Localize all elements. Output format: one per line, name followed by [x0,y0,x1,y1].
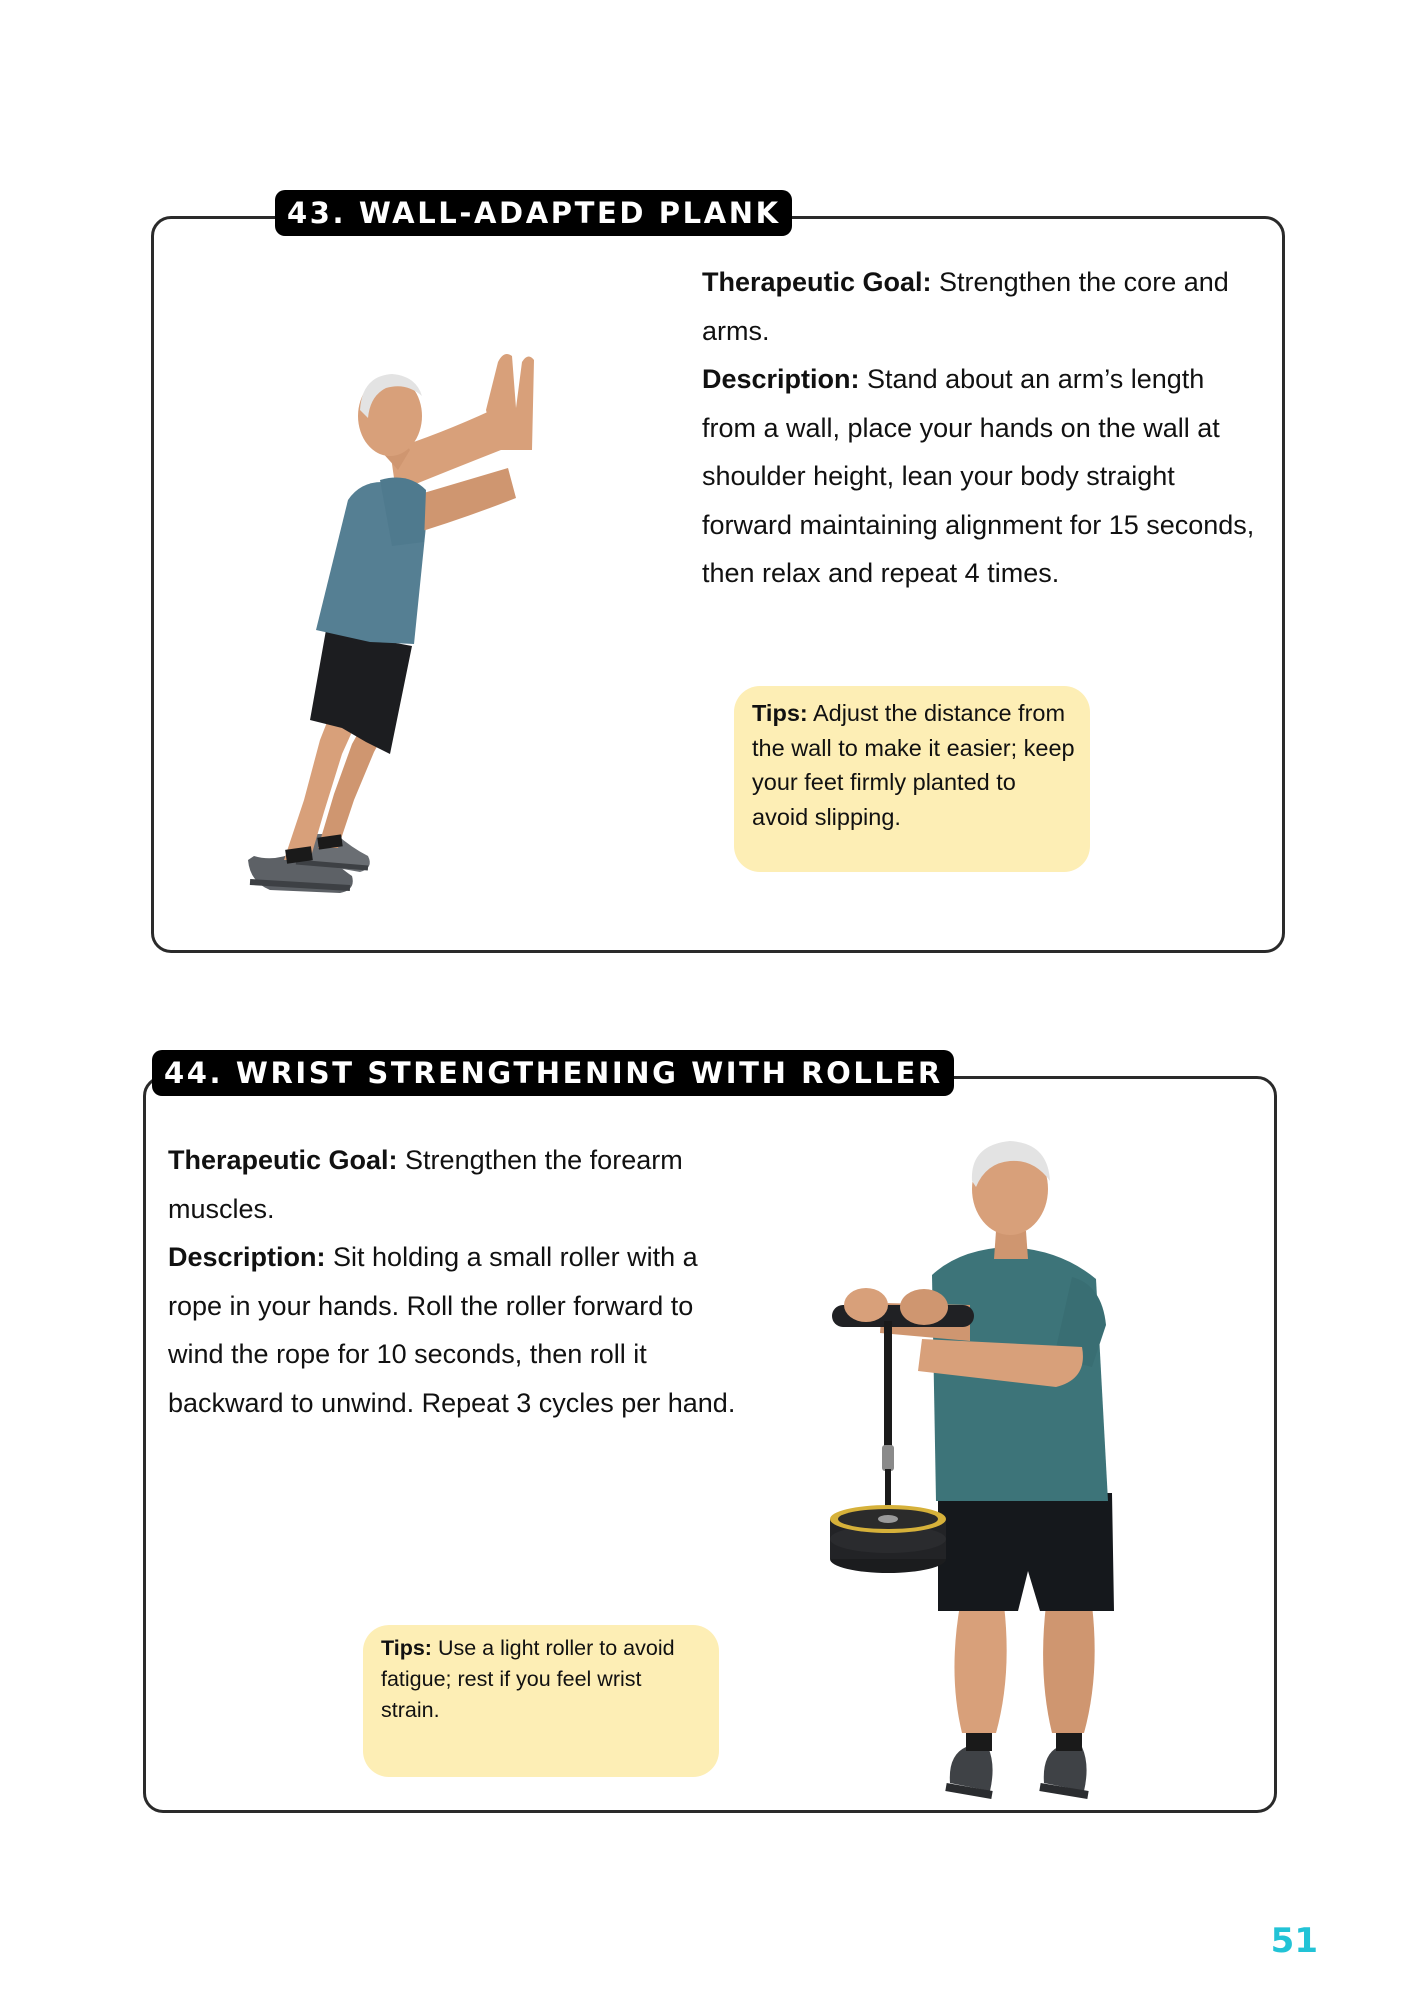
goal-label: Therapeutic Goal: [702,267,932,297]
exercise-text-44 [168,1136,738,1427]
exercise-text-43 [702,258,1262,598]
goal-text: Strengthen the core and arms. [702,267,1229,346]
therapeutic-goal [702,258,1262,355]
tips-text: Adjust the distance from the wall to make it easier; keep your feet firmly planted to avoid slipping. [752,700,1075,830]
exercise-title-44: 44. WRIST STRENGTHENING WITH ROLLER [152,1050,954,1096]
description-label: Description: [168,1242,326,1272]
tips-box-43 [734,686,1090,872]
description-text: Stand about an arm’s length from a wall, place your hands on the wall at shoulder height, lean your body straight forward maintaining alignment for 15 seconds, then relax and repeat 4 times. [702,364,1255,588]
tips-label: Tips: [752,700,808,726]
therapeutic-goal [168,1136,738,1233]
wall-plank-illustration [230,300,670,920]
goal-label: Therapeutic Goal: [168,1145,398,1175]
exercise-title-43: 43. WALL-ADAPTED PLANK [275,190,792,236]
page-number: 51 [1270,1921,1318,1961]
description-label: Description: [702,364,860,394]
tips-box-44 [363,1625,719,1777]
description [168,1233,738,1427]
wrist-roller-illustration [820,1135,1160,1810]
description [702,355,1262,598]
description-text: Sit holding a small roller with a rope in your hands. Roll the roller forward to wind the rope for 10 seconds, then roll it backward to unwind. Repeat 3 cycles per hand. [168,1242,736,1418]
tips-label: Tips: [381,1636,432,1660]
goal-text: Strengthen the forearm muscles. [168,1145,683,1224]
tips-text: Use a light roller to avoid fatigue; rest if you feel wrist strain. [381,1636,675,1722]
